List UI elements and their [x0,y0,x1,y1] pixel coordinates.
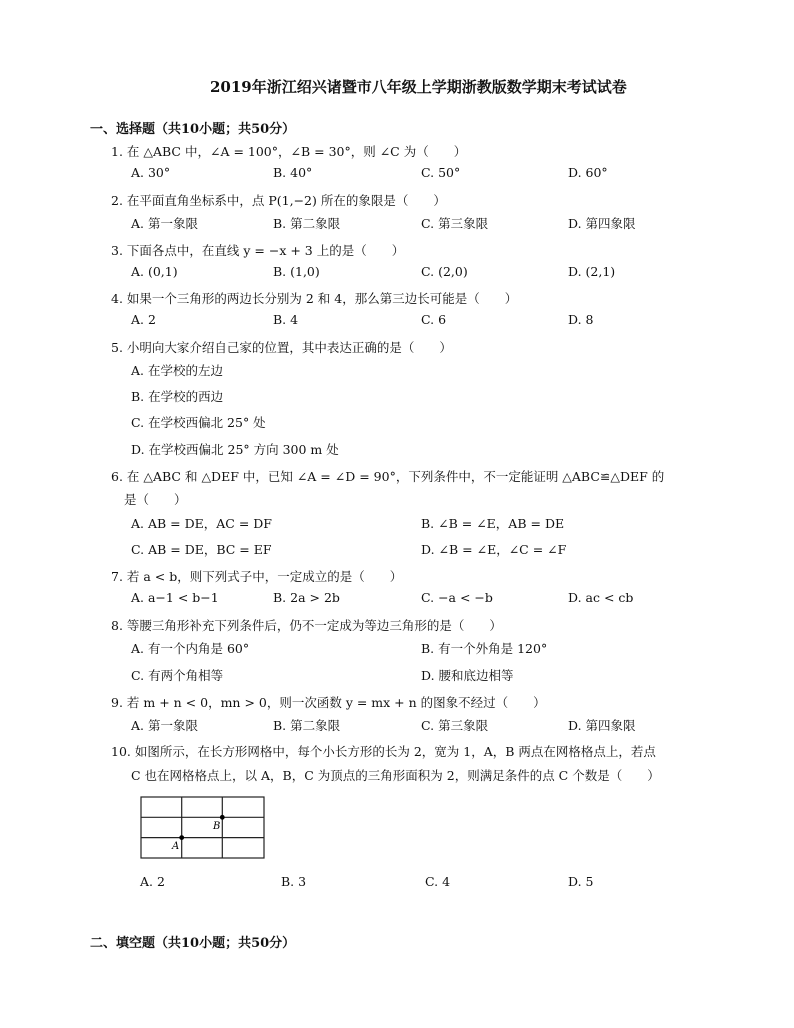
question-4-option-b: B. 4 [273,312,299,327]
question-10-option-c: C. 4 [425,874,451,889]
question-2-option-a: A. 第一象限 [131,216,198,231]
grid-outline [141,797,264,858]
question-10-stem: 10. 如图所示，在长方形网格中，每个小长方形的长为 2，宽为 1，A，B 两点在网格格点上，若点 [111,744,656,759]
question-10-stem-continued: C 也在网格格点上，以 A，B，C 为顶点的三角形面积为 2，则满足条件的点 C 个数是（ ） [131,768,660,783]
question-2-option-b: B. 第二象限 [273,216,341,231]
question-9-option-a: A. 第一象限 [131,718,198,733]
question-5-option-a: A. 在学校的左边 [131,363,223,378]
question-4-stem: 4. 如果一个三角形的两边长分别为 2 和 4，那么第三边长可能是（ ） [111,291,518,306]
question-5-stem: 5. 小明向大家介绍自己家的位置，其中表达正确的是（ ） [111,340,452,355]
point-a [179,835,184,840]
grid-figure [140,796,266,860]
question-5-option-c: C. 在学校西偏北 25° 处 [131,415,266,430]
question-5-option-b: B. 在学校的西边 [131,389,224,404]
question-9-option-d: D. 第四象限 [568,718,636,733]
question-10-option-d: D. 5 [568,874,594,889]
question-6-option-c: C. AB = DE，BC = EF [131,542,272,557]
question-8-option-c: C. 有两个角相等 [131,668,224,683]
question-1-option-c: C. 50° [421,165,461,180]
question-6-option-a: A. AB = DE，AC = DF [131,516,272,531]
question-8-option-b: B. 有一个外角是 120° [421,641,548,656]
point-a-label: A [172,841,180,852]
question-7-option-b: B. 2a > 2b [273,590,340,605]
question-7-option-d: D. ac < cb [568,590,634,605]
question-3-option-b: B. (1,0) [273,264,320,279]
question-9-option-b: B. 第二象限 [273,718,341,733]
question-4-option-d: D. 8 [568,312,594,327]
point-b [220,815,225,820]
question-5-option-d: D. 在学校西偏北 25° 方向 300 m 处 [131,442,339,457]
question-2-option-d: D. 第四象限 [568,216,636,231]
question-1-option-b: B. 40° [273,165,313,180]
question-8-option-d: D. 腰和底边相等 [421,668,514,683]
question-1-stem: 1. 在 △ABC 中，∠A = 100°，∠B = 30°，则 ∠C 为（ ） [111,144,467,159]
question-9-option-c: C. 第三象限 [421,718,489,733]
question-1-option-a: A. 30° [131,165,171,180]
question-6-option-b: B. ∠B = ∠E，AB = DE [421,516,565,531]
question-2-stem: 2. 在平面直角坐标系中，点 P(1,−2) 所在的象限是（ ） [111,193,446,208]
question-10-option-a: A. 2 [140,874,165,889]
question-3-stem: 3. 下面各点中，在直线 y = −x + 3 上的是（ ） [111,243,405,258]
question-3-option-a: A. (0,1) [131,264,178,279]
section-heading-choice: 一、选择题（共10小题；共50分） [90,122,296,137]
question-1-option-d: D. 60° [568,165,608,180]
question-3-option-d: D. (2,1) [568,264,616,279]
page-title: 2019年浙江绍兴诸暨市八年级上学期浙教版数学期末考试试卷 [210,78,627,96]
question-10-option-b: B. 3 [281,874,307,889]
question-7-option-c: C. −a < −b [421,590,493,605]
question-6-stem-continued: 是（ ） [124,492,187,507]
question-8-option-a: A. 有一个内角是 60° [131,641,250,656]
question-9-stem: 9. 若 m + n < 0，mn > 0，则一次函数 y = mx + n 的图象不经过（ ） [111,695,546,710]
section-heading-fill: 二、填空题（共10小题；共50分） [90,936,296,951]
question-7-option-a: A. a−1 < b−1 [131,590,219,605]
question-2-option-c: C. 第三象限 [421,216,489,231]
point-b-label: B [213,821,221,832]
question-3-option-c: C. (2,0) [421,264,468,279]
question-7-stem: 7. 若 a < b，则下列式子中，一定成立的是（ ） [111,569,403,584]
question-6-option-d: D. ∠B = ∠E，∠C = ∠F [421,542,567,557]
question-8-stem: 8. 等腰三角形补充下列条件后，仍不一定成为等边三角形的是（ ） [111,618,502,633]
question-6-stem: 6. 在 △ABC 和 △DEF 中，已知 ∠A = ∠D = 90°，下列条件中，不一定能证明 △ABC≌△DEF 的 [111,469,665,484]
question-4-option-c: C. 6 [421,312,447,327]
question-4-option-a: A. 2 [131,312,156,327]
